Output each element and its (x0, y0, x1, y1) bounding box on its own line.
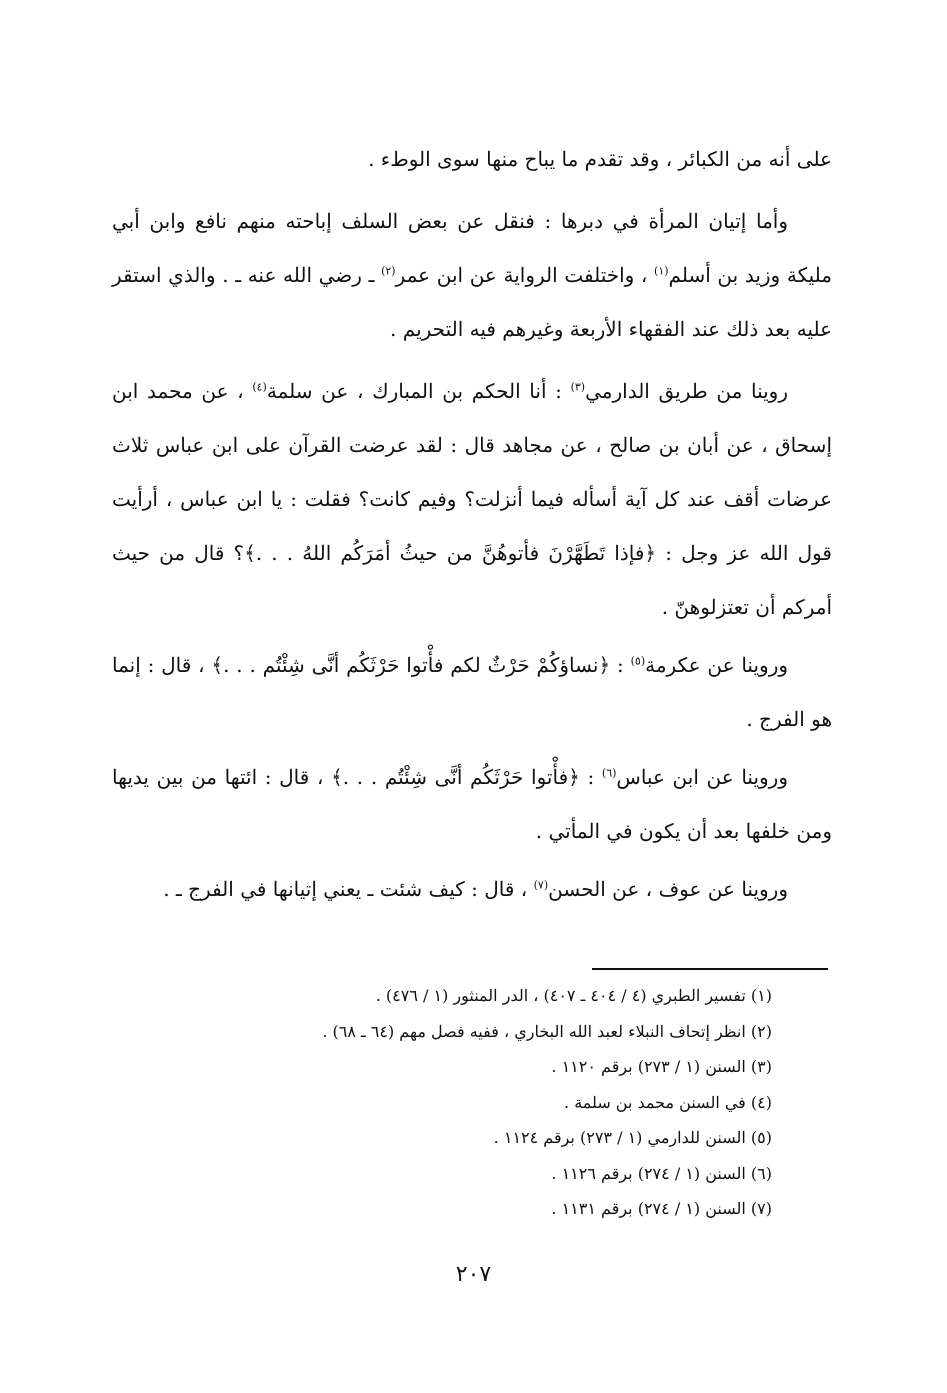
footnote-ref-6[interactable]: (٦) (601, 766, 617, 780)
footnote-ref-1[interactable]: (١) (654, 264, 669, 278)
paragraph-text: روينا من طريق الدارمي (585, 379, 788, 403)
footnote-4: (٤) في السنن محمد بن سلمة . (564, 1092, 772, 1112)
paragraph-text: وروينا عن عوف ، عن الحسن (548, 877, 788, 901)
paragraph-1 (112, 132, 832, 186)
footnote-ref-4[interactable]: (٤) (252, 380, 267, 394)
paragraph-text: وروينا عن عكرمة (645, 653, 789, 677)
footnote-ref-5[interactable]: (٥) (630, 654, 646, 668)
paragraph-text: وأما إتيان المرأة في دبرها : فنقل عن بعض السلف إباحته منهم نافع وابن أبي مليكة وزيد بن أسلم (112, 209, 832, 287)
paragraph-text: وروينا عن ابن عباس (616, 765, 789, 789)
paragraph-text: على أنه من الكبائر ، وقد تقدم ما يباح منها سوى الوطء . (368, 147, 832, 171)
footnotes (160, 978, 772, 1227)
paragraph-text: : ﴿فأْتوا حَرْثَكُم أنَّى شِئْتُم . . .﴾ ، قال : ائتها من بين يديها ومن خلفها بعد أن يكون في المأتي . (112, 765, 832, 843)
footnote-5: (٥) السنن للدارمي (١ / ٢٧٣) برقم ١١٢٤ . (493, 1128, 772, 1147)
paragraph-4 (112, 638, 832, 746)
footnote-3: (٣) السنن (١ / ٢٧٣) برقم ١١٢٠ . (551, 1057, 772, 1076)
paragraph-5 (112, 750, 832, 858)
paragraph-6 (112, 862, 832, 916)
footnote-ref-2[interactable]: (٢) (381, 264, 396, 278)
paragraph-text: ، قال : كيف شئت ـ يعني إتيانها في الفرج ـ . (163, 877, 534, 901)
paragraph-text: : ﴿نساؤكُمْ حَرْثٌ لكم فأْتوا حَرْثَكُم أنَّى شِئْتُم . . .﴾ ، قال : إنما هو الفرج . (112, 653, 832, 731)
footnote-7: (٧) السنن (١ / ٢٧٤) برقم ١١٣١ . (551, 1199, 772, 1218)
footnote-ref-7[interactable]: (٧) (533, 878, 549, 892)
paragraph-2 (112, 194, 832, 356)
paragraph-3 (112, 364, 832, 634)
footnote-6: (٦) السنن (١ / ٢٧٤) برقم ١١٢٦ . (551, 1163, 772, 1183)
paragraph-text: ـ رضي الله عنه ـ . والذي استقر عليه بعد ذلك عند الفقهاء الأربعة وغيرهم فيه التحريم . (112, 263, 832, 341)
paragraph-text: : أنا الحكم بن المبارك ، عن سلمة (266, 379, 571, 403)
footnote-divider (592, 968, 828, 970)
footnote-1: (١) تفسير الطبري (٤ / ٤٠٤ ـ ٤٠٧) ، الدر المنثور (١ / ٤٧٦) . (375, 986, 772, 1005)
paragraph-text: ، عن محمد ابن إسحاق ، عن أبان بن صالح ، عن مجاهد قال : لقد عرضت القرآن على ابن عباس ثلاث عرضات أقف عند كل آية أسأله فيما أنزلت؟ وفيم كانت؟ فقلت : يا ابن عباس ، أرأيت قول الله عز وجل : ﴿فإذا تَطَهَّرْنَ فأتوهُنَّ من حيثُ أمَرَكُم اللهُ . . .﴾؟ قال من حيث أمركم أن تعتزلوهنّ . (112, 379, 832, 619)
footnote-2: (٢) انظر إتحاف النبلاء لعبد الله البخاري ، ففيه فصل مهم (٦٤ ـ ٦٨) . (322, 1021, 772, 1041)
main-text (112, 132, 832, 920)
page-number: ٢٠٧ (455, 1262, 492, 1287)
paragraph-text: ، واختلفت الرواية عن ابن عمر (395, 263, 655, 287)
footnote-ref-3[interactable]: (٣) (570, 380, 586, 394)
